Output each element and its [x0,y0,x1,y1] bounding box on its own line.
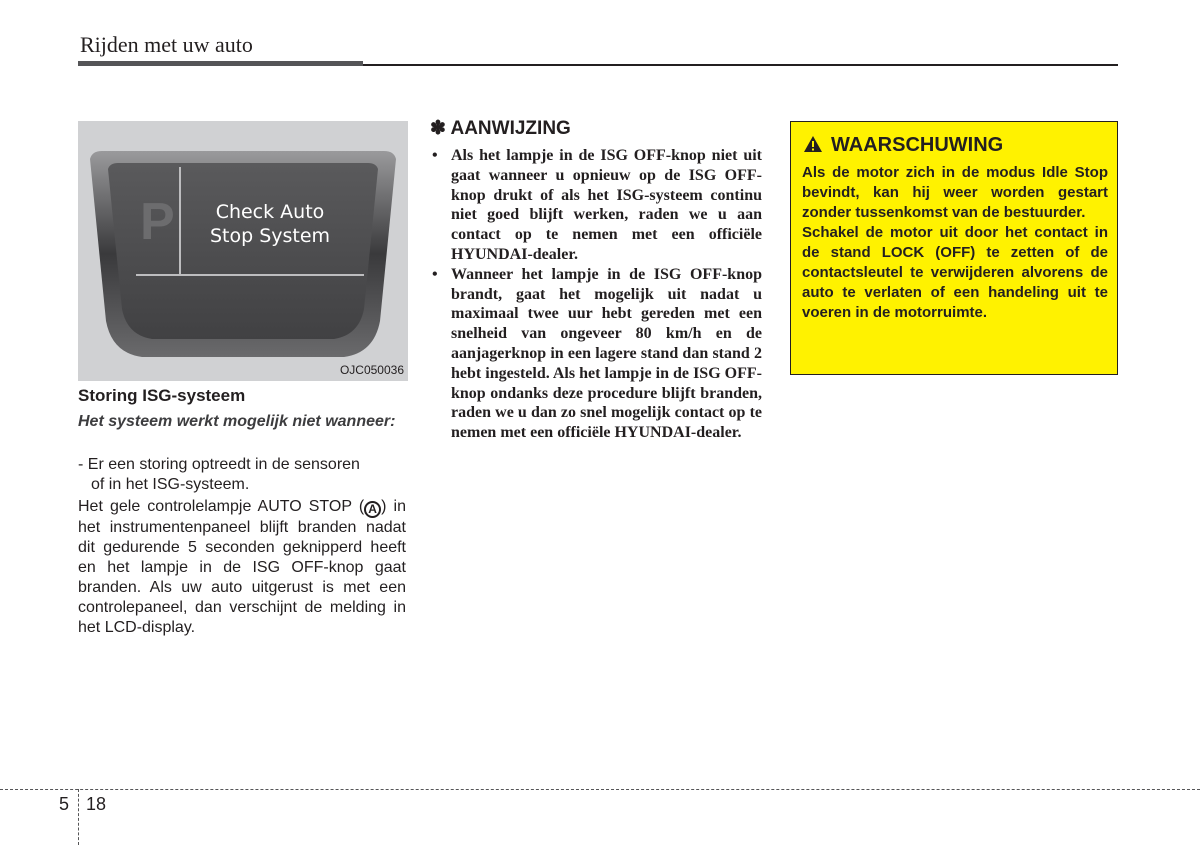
list-item-line2: of in het ISG-systeem. [91,476,250,493]
header-rule-dark [78,61,363,66]
warning-paragraph-1: Als de motor zich in de modus Idle Stop bevindt, kan hij weer worden gestart zonder tussenkomst van de bestuurder. [802,164,1108,221]
figure-code: OJC050036 [339,363,404,377]
warning-triangle-icon [803,135,823,153]
note-list [430,146,762,443]
header-rule-line [363,64,1118,66]
warning-title [803,134,1003,157]
body-text-part1: Het gele controlelampje AUTO STOP ( [78,498,365,515]
section-subheading: Het systeem werkt mogelijk niet wanneer: [78,413,396,430]
display-message-line2: Stop System [209,225,331,247]
bullet-icon: • [432,147,438,164]
auto-stop-indicator-icon: A [364,501,381,518]
footer-dashed-divider [78,789,79,845]
cluster-display-figure [78,121,408,381]
page-number: 18 [86,794,107,814]
bullet-icon: • [432,265,438,283]
note-item-text: Wanneer het lampje in de ISG OFF-knop brandt, gaat het mogelijk uit nadat u maximaal twee uur hebt gereden met een snelheid van ongeveer 80 km/h en de aanjagerknop in een lagere stand dan stand 2 hebt ingesteld. Als het lampje in de ISG OFF-knop ondanks deze procedure blijft branden, raden we u dan zo snel mogelijk contact op te nemen met een officiële HYUNDAI-dealer. [451,265,762,442]
warning-box [790,121,1118,375]
body-paragraph [78,497,406,638]
gear-indicator-p: P [140,193,175,251]
section-heading: Storing ISG-systeem [78,386,246,405]
note-item [430,146,762,265]
display-screen [108,163,378,339]
list-item [78,455,408,495]
display-message-line1: Check Auto [215,201,325,223]
page-header-title: Rijden met uw auto [80,32,253,57]
footer-dashed-rule [0,789,1200,790]
note-item [430,265,762,443]
note-item-text: Als het lampje in de ISG OFF-knop niet uit gaat wanneer u opnieuw op de ISG OFF-knop drukt of als het ISG-systeem continu niet goed blijft werken, raden we u aan contact op te nemen met een officiële HYUNDAI-dealer. [451,147,762,263]
note-heading: ✽ AANWIJZING [430,118,571,139]
cluster-display-illustration [78,121,408,381]
chapter-number: 5 [59,794,70,814]
warning-paragraph-2: Schakel de motor uit door het contact in de stand LOCK (OFF) te zetten of de contactsleutel te verwijderen alvorens de auto te verlaten of een handeling uit te voeren in de motorruimte. [802,224,1108,321]
body-text-part2: ) in het instrumentenpaneel blijft branden nadat dit gedurende 5 seconden geknipperd heeft en het lampje in de ISG OFF-knop gaat branden. Als uw auto uitgerust is met een controlepaneel, dan verschijnt de melding in het LCD-display. [78,498,406,636]
warning-body [802,163,1108,323]
warning-title-text: WAARSCHUWING [831,134,1004,156]
list-item-line1: - Er een storing optreedt in de sensoren [78,456,360,473]
